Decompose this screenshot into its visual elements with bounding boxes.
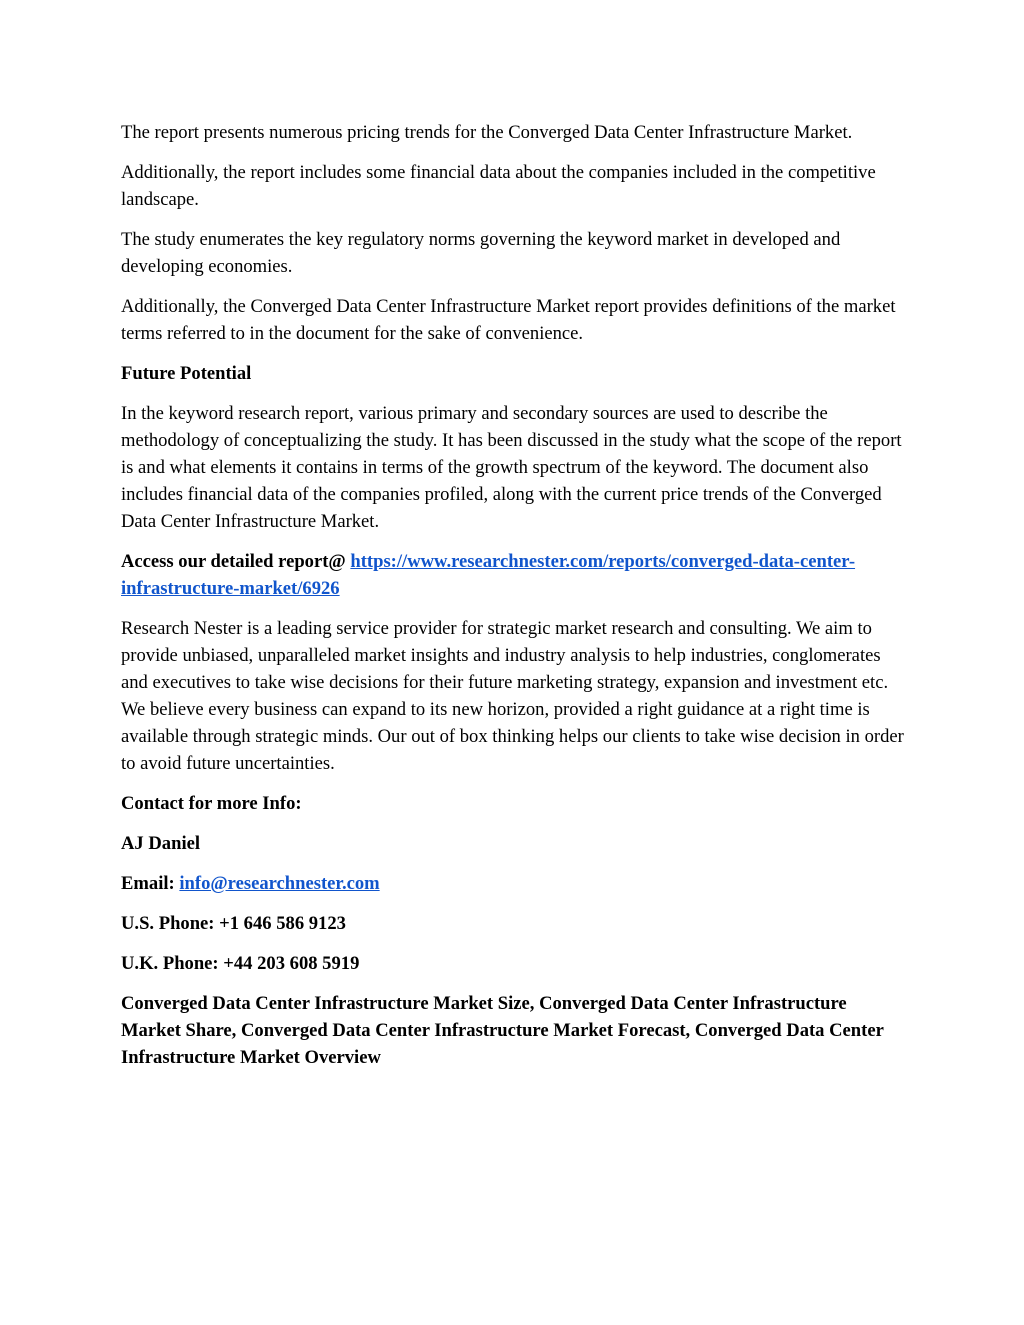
us-phone: U.S. Phone: +1 646 586 9123 (121, 913, 346, 934)
email-label: Email: (121, 873, 180, 894)
contact-email-line (121, 870, 906, 897)
uk-phone: U.K. Phone: +44 203 608 5919 (121, 953, 360, 974)
email-link[interactable]: info@researchnester.com (179, 873, 380, 894)
contact-name: AJ Daniel (121, 833, 201, 854)
paragraph-definitions: Additionally, the Converged Data Center Infrastructure Market report provides definitions of the market terms referred to in the document for the sake of convenience. (121, 296, 896, 344)
future-potential-heading: Future Potential (121, 363, 252, 384)
about-research-nester: Research Nester is a leading service provider for strategic market research and consulting. We aim to provide unbiased, unparalleled market insights and industry analysis to help industries, conglomerates and executives to take wise decisions for their future marketing strategy, expansion and investment etc. We believe every business can expand to its new horizon, provided a right guidance at a right time is available through strategic minds. Our out of box thinking helps our clients to take wise decision in order to avoid future uncertainties. (121, 618, 904, 774)
paragraph-regulatory-norms: The study enumerates the key regulatory norms governing the keyword market in developed and developing economies. (121, 229, 841, 277)
contact-heading: Contact for more Info: (121, 793, 302, 814)
paragraph-pricing-trends: The report presents numerous pricing trends for the Converged Data Center Infrastructure Market. (121, 122, 853, 143)
paragraph-financial-data: Additionally, the report includes some financial data about the companies included in the competitive landscape. (121, 162, 876, 210)
future-potential-body: In the keyword research report, various primary and secondary sources are used to describe the methodology of conceptualizing the study. It has been discussed in the study what the scope of the report is and what elements it contains in terms of the growth spectrum of the keyword. The document also includes financial data of the companies profiled, along with the current price trends of the Converged Data Center Infrastructure Market. (121, 403, 902, 532)
keywords-paragraph: Converged Data Center Infrastructure Market Size, Converged Data Center Infrastructure Market Share, Converged Data Center Infrastructure Market Forecast, Converged Data Center Infrastructure Market Overview (121, 993, 884, 1068)
report-link[interactable]: https://www.researchnester.com/reports/converged-data-center-infrastructure-market/6926 (121, 551, 856, 599)
document-page (121, 119, 906, 1084)
access-report-label: Access our detailed report@ (121, 551, 351, 572)
access-report-line (121, 548, 906, 602)
